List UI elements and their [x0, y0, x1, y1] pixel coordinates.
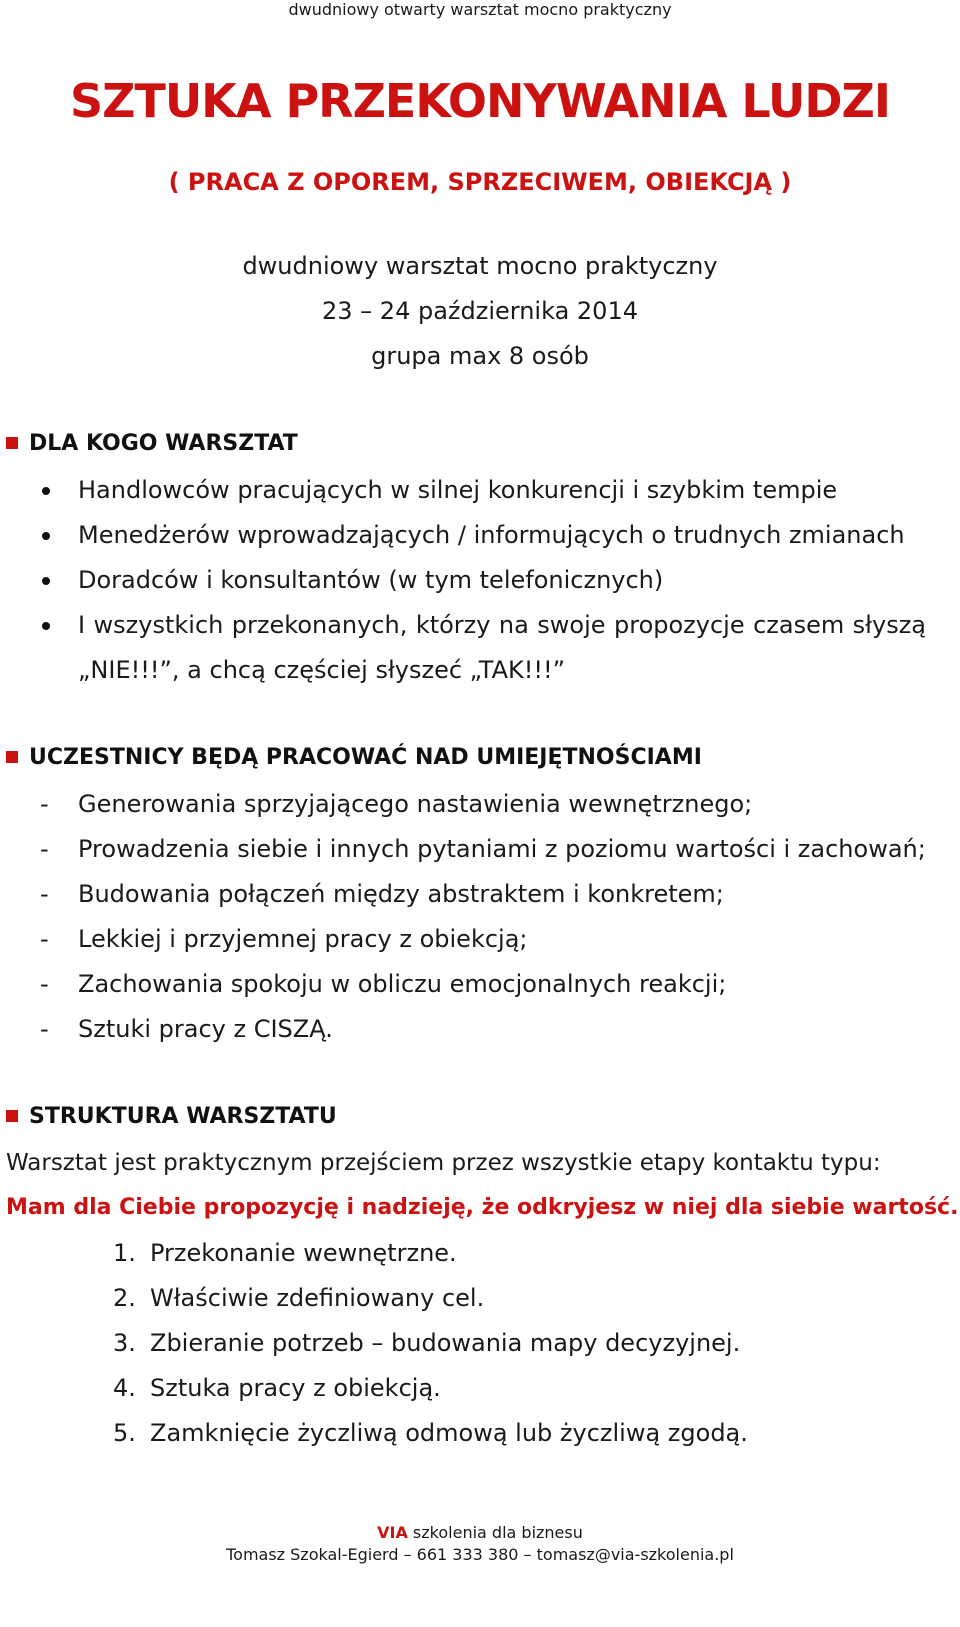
- section-heading-label: STRUKTURA WARSZTATU: [29, 1104, 337, 1129]
- audience-item: Handlowców pracujących w silnej konkurencji i szybkim tempie: [78, 476, 838, 504]
- section-heading-skills: [6, 742, 702, 774]
- red-square-bullet-icon: [6, 751, 18, 763]
- step-text: Właściwie zdefiniowany cel.: [150, 1284, 485, 1312]
- bullet-dot-icon: [42, 577, 50, 585]
- section-heading-label: UCZESTNICY BĘDĄ PRACOWAĆ NAD UMIEJĘTNOŚCIAMI: [29, 745, 702, 770]
- footer-brand-accent: VIA: [377, 1523, 408, 1542]
- audience-item: Doradców i konsultantów (w tym telefonicznych): [78, 566, 664, 594]
- section-heading-audience: [6, 428, 298, 460]
- bullet-dot-icon: [42, 487, 50, 495]
- dash-marker: -: [40, 1015, 49, 1043]
- page-subtitle: ( PRACA Z OPOREM, SPRZECIWEM, OBIEKCJĄ ): [168, 168, 792, 196]
- section-heading-label: DLA KOGO WARSZTAT: [29, 431, 298, 456]
- dash-marker: -: [40, 790, 49, 818]
- structure-intro: Warsztat jest praktycznym przejściem przez wszystkie etapy kontaktu typu:: [6, 1150, 881, 1176]
- skill-item: Zachowania spokoju w obliczu emocjonalnych reakcji;: [78, 970, 727, 998]
- skill-item: Sztuki pracy z CISZĄ.: [78, 1015, 333, 1043]
- footer-brand-rest: szkolenia dla biznesu: [407, 1523, 583, 1542]
- red-square-bullet-icon: [6, 1110, 18, 1122]
- footer-brand: [0, 1522, 960, 1544]
- step-text: Zbieranie potrzeb – budowania mapy decyzyjnej.: [150, 1329, 741, 1357]
- dash-marker: -: [40, 835, 49, 863]
- dash-marker: -: [40, 970, 49, 998]
- skill-item: Budowania połączeń między abstraktem i konkretem;: [78, 880, 724, 908]
- running-header: dwudniowy otwarty warsztat mocno praktyczny: [288, 0, 672, 19]
- step-number: 1.: [113, 1239, 136, 1267]
- audience-item-last-line2: „NIE!!!”, a chcą częściej słyszeć „TAK!!!”: [78, 656, 566, 684]
- skill-item: Lekkiej i przyjemnej pracy z obiekcją;: [78, 925, 528, 953]
- group-size-line: grupa max 8 osób: [371, 342, 589, 370]
- step-number: 3.: [113, 1329, 136, 1357]
- dates-line: 23 – 24 października 2014: [322, 297, 638, 325]
- step-number: 2.: [113, 1284, 136, 1312]
- step-number: 4.: [113, 1374, 136, 1402]
- bullet-dot-icon: [42, 532, 50, 540]
- audience-item-last-line1: I wszystkich przekonanych, którzy na swoje propozycje czasem słyszą: [78, 611, 926, 639]
- step-number: 5.: [113, 1419, 136, 1447]
- bullet-dot-icon: [42, 622, 50, 630]
- red-square-bullet-icon: [6, 437, 18, 449]
- audience-item: Menedżerów wprowadzających / informujących o trudnych zmianach: [78, 521, 905, 549]
- step-text: Zamknięcie życzliwą odmową lub życzliwą zgodą.: [150, 1419, 748, 1447]
- dash-marker: -: [40, 880, 49, 908]
- dash-marker: -: [40, 925, 49, 953]
- format-line: dwudniowy warsztat mocno praktyczny: [242, 252, 718, 280]
- page-title: SZTUKA PRZEKONYWANIA LUDZI: [69, 74, 891, 128]
- structure-highlight: Mam dla Ciebie propozycję i nadzieję, że odkryjesz w niej dla siebie wartość.: [6, 1195, 959, 1220]
- step-text: Przekonanie wewnętrzne.: [150, 1239, 457, 1267]
- step-text: Sztuka pracy z obiekcją.: [150, 1374, 441, 1402]
- skill-item: Prowadzenia siebie i innych pytaniami z poziomu wartości i zachowań;: [78, 835, 926, 863]
- skill-item: Generowania sprzyjającego nastawienia wewnętrznego;: [78, 790, 753, 818]
- section-heading-structure: [6, 1101, 337, 1133]
- footer-contact: Tomasz Szokal-Egierd – 661 333 380 – tomasz@via-szkolenia.pl: [226, 1545, 734, 1564]
